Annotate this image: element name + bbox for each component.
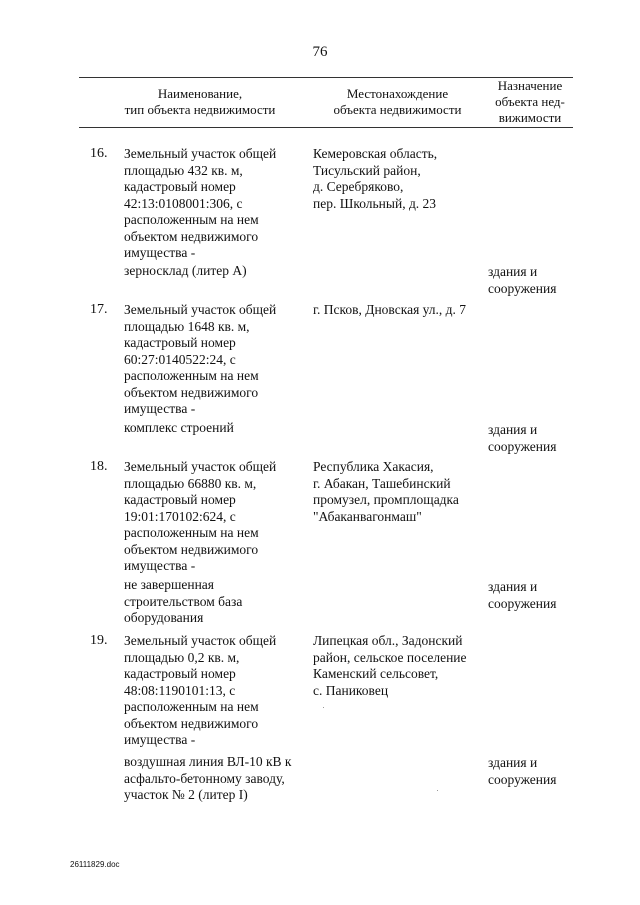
name-line: объектом недвижимого <box>124 384 259 400</box>
entry-purpose <box>488 755 578 788</box>
name-line: 60:27:0140522:24, с <box>124 351 236 367</box>
object-line: асфальто-бетонному заводу, <box>124 770 285 786</box>
entry-object <box>124 420 314 437</box>
entry-name <box>124 146 304 262</box>
object-line: не завершенная <box>124 577 214 592</box>
name-line: площадью 432 кв. м, <box>124 162 243 178</box>
location-line: г. Псков, Дновская ул., д. 7 <box>313 302 467 317</box>
name-line: имущества - <box>124 558 196 573</box>
header-location-column <box>310 86 485 118</box>
name-line: расположенным на нем <box>124 368 259 383</box>
purpose-line: здания и <box>488 264 538 279</box>
name-line: кадастровый номер <box>124 179 236 194</box>
name-line: кадастровый номер <box>124 492 236 507</box>
entry-name <box>124 302 304 418</box>
object-line: воздушная линия ВЛ-10 кВ к <box>124 754 292 769</box>
scan-speck <box>437 790 438 791</box>
name-line: Земельный участок общей <box>124 302 277 317</box>
entry-object <box>124 754 314 804</box>
object-line: комплекс строений <box>124 420 234 435</box>
location-line: Липецкая обл., Задонский <box>313 633 463 648</box>
location-line: Кемеровская область, <box>313 146 438 161</box>
entry-location <box>313 459 483 525</box>
purpose-line: здания и <box>488 755 538 770</box>
name-line: 19:01:170102:624, с <box>124 508 236 524</box>
header-purpose-line: объекта нед- <box>495 94 565 109</box>
object-line: строительством база <box>124 593 243 609</box>
purpose-line: здания и <box>488 579 538 594</box>
entry-location <box>313 302 483 319</box>
footer-filename: 26111829.doc <box>70 860 120 869</box>
entry-number: 16. <box>90 146 108 161</box>
object-line: зерносклад (литер А) <box>124 263 247 278</box>
location-line: район, сельское поселение <box>313 649 467 665</box>
name-line: расположенным на нем <box>124 525 259 540</box>
name-line: площадью 1648 кв. м, <box>124 318 250 334</box>
entry-location <box>313 633 483 699</box>
header-purpose-line: Назначение <box>497 78 563 93</box>
header-name-line: Наименование, <box>157 86 243 101</box>
header-name-line: тип объекта недвижимости <box>124 102 276 117</box>
name-line: Земельный участок общей <box>124 459 277 474</box>
name-line: площадью 0,2 кв. м, <box>124 649 240 665</box>
name-line: 42:13:0108001:306, с <box>124 195 243 211</box>
location-line: д. Серебряково, <box>313 179 404 194</box>
header-location-line: объекта недвижимости <box>333 102 462 117</box>
name-line: имущества - <box>124 245 196 260</box>
entry-purpose <box>488 579 578 612</box>
name-line: кадастровый номер <box>124 335 236 350</box>
location-line: "Абаканвагонмаш" <box>313 508 422 524</box>
name-line: имущества - <box>124 732 196 747</box>
entry-purpose <box>488 422 578 455</box>
entry-purpose <box>488 264 578 297</box>
page-number: 76 <box>312 44 328 60</box>
name-line: имущества - <box>124 401 196 416</box>
purpose-line: сооружения <box>488 280 557 296</box>
location-line: пер. Школьный, д. 23 <box>313 195 437 211</box>
name-line: Земельный участок общей <box>124 633 277 648</box>
location-line: г. Абакан, Ташебинский <box>313 475 451 491</box>
entry-name <box>124 633 304 749</box>
location-line: с. Паниковец <box>313 682 389 698</box>
name-line: расположенным на нем <box>124 699 259 714</box>
name-line: 48:08:1190101:13, с <box>124 682 236 698</box>
purpose-line: сооружения <box>488 771 557 787</box>
header-purpose-line: вижимости <box>498 110 562 125</box>
location-line: Тисульский район, <box>313 162 421 178</box>
name-line: кадастровый номер <box>124 666 236 681</box>
entry-number: 17. <box>90 302 108 317</box>
name-line: объектом недвижимого <box>124 541 259 557</box>
entry-name <box>124 459 304 575</box>
purpose-line: здания и <box>488 422 538 437</box>
entry-number: 18. <box>90 459 108 474</box>
name-line: объектом недвижимого <box>124 715 259 731</box>
table-header-rule <box>79 127 573 128</box>
header-purpose-column <box>485 78 575 126</box>
name-line: Земельный участок общей <box>124 146 277 161</box>
header-location-line: Местонахождение <box>346 86 449 101</box>
name-line: площадью 66880 кв. м, <box>124 475 257 491</box>
object-line: участок № 2 (литер I) <box>124 787 248 802</box>
name-line: объектом недвижимого <box>124 228 259 244</box>
name-line: расположенным на нем <box>124 212 259 227</box>
scan-speck <box>323 707 324 708</box>
purpose-line: сооружения <box>488 595 557 611</box>
purpose-line: сооружения <box>488 438 557 454</box>
location-line: Каменский сельсовет, <box>313 666 439 681</box>
header-name-column <box>100 86 300 118</box>
entry-location <box>313 146 483 212</box>
location-line: Республика Хакасия, <box>313 459 434 474</box>
entry-object <box>124 263 314 280</box>
entry-object <box>124 577 314 627</box>
object-line: оборудования <box>124 610 204 625</box>
location-line: промузел, промплощадка <box>313 492 459 507</box>
entry-number: 19. <box>90 633 108 648</box>
